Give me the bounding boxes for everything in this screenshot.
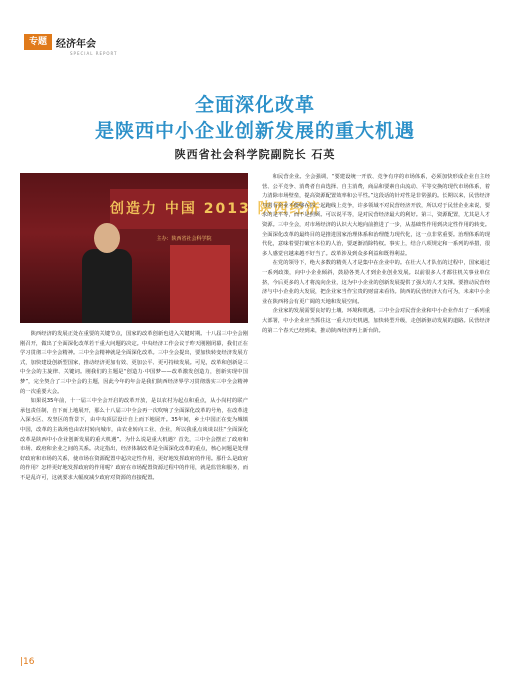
- speaker-head: [94, 223, 120, 253]
- page-number-marker: |: [20, 657, 24, 667]
- podium: [170, 245, 230, 323]
- article-title-line2: 是陕西中小企业创新发展的重大机遇: [94, 120, 415, 142]
- paragraph: 企业家的发展需要良好的土壤、环境和机遇。三中全会对民营企业和中小企业作出了一系列重大部署，中小企业应当抓住这一重大历史机遇，加快转型升级，走创新驱动发展的道路。民营经济的第二个春天已经到来，推动陕西经济再上新台阶。: [262, 308, 490, 334]
- paragraph: 陕西经济的发展正处在重要的关键节点，国家的改革创新也进入关键时期。十八届三中全会刚刚召开，做出了全面深化改革若干重大问题的决定。中央经济工作会议于昨天刚刚闭幕，我们正在学习贯彻三中全会精神。三中全会精神就是全面深化改革。三中全会提出，要加快转变经济发展方式，加快建设创新型国家，推动经济更加有效、更加公平、更可持续发展。可见，改革和创新是三中全会的主旋律、关键词。刚我们的主题是“创造力·中国梦——改革激发创造力，创新实现中国梦”，完全契合了三中全会的主题，因此今年的年会是我们陕西经济界学习贯彻落实三中全会精神的一次重要大会。: [20, 331, 248, 395]
- column-name: 经济年会: [56, 38, 97, 50]
- body-column-left: [20, 330, 248, 650]
- body-column-right: [262, 173, 490, 650]
- paragraph: 在党的领导下，绝大多数的精英人才是集中在企业中的。在壮大人才队伍的过程中，国家通过一系列政策，向中小企业倾斜，鼓励各类人才到企业创业发展。以前很多人才都往机关事业单位挤，今后更多的人才将流向企业，这为中小企业的创新发展提供了强大的人才支撑。要推动民营经济与中小企业的大发展，把企业家当作宝贵的财富来看待。陕西的民营经济大有可为，未来中小企业在陕西将会有更广阔的天地和发展空间。: [262, 260, 490, 305]
- article-author: 陕西省社会科学院副院长 石英: [174, 148, 336, 161]
- article-title-line1: 全面深化改革: [194, 94, 315, 116]
- section-tag: 专题: [24, 34, 52, 50]
- photo-banner-sub: 主办：陕西省社会科学院: [120, 229, 248, 249]
- section-header: [24, 34, 96, 50]
- speaker-photo: [20, 173, 322, 323]
- speaker-figure: [82, 223, 132, 323]
- page-number-value: 16: [23, 657, 35, 667]
- paragraph: 如果说35年前，十一届三中全会开启的改革开放，是以农村为起点和重点，从小岗村的联产承包责任制，自下而上地展开，那么十八届三中全会再一次吹响了全面深化改革的号角，在改革进入深水区、攻坚区的背景下，由中央顶层设计自上而下地展开。35年间，乡土中国正在变为城镇中国，改革的主战场也由农村转向城市，由农业转向工业、企业，所以我重点谈谈以往“全面深化改革是陕西中小企业创新发展的重大机遇”。为什么说是重大机遇？首先，三中全会摆正了政府和市场、政府和企业之间的关系。决定指出，经济体制改革是全面深化改革的重点，核心问题是处理好政府和市场的关系，使市场在资源配置中起决定性作用，更好地发挥政府的作用。那什么是政府的作用？怎样更好地发挥政府的作用呢？政府在市场配置资源过程中的作用，就是监管和服务，而不是乱许可，这就要求大幅度减少政府对资源的直接配置。: [20, 398, 248, 481]
- photo-banner: 创造力 中国 2013 陕西经济: [110, 189, 248, 229]
- page-number: [20, 657, 35, 667]
- paragraph: 和民营企业。全会强调，“要建设统一开放、竞争有序的市场体系，必须加快形成企业自主经营、公平竞争、消费者自由选择、自主消费，商品和要素自由流动、平等交换的现代市场体系，着力清除市场壁垒，提高资源配置效率和公平性。”这段话的针对性是非常强的。长期以来，民营经济与国有企业不能够在同一起跑线上竞争，许多领域不对民营经济开放，所以对于民营企业来说，要求的是平等，而不是照顾。可以说平等，是对民营经济最大的利好。第三，资源配置，尤其是人才资源。三中全会，对市场经济的认识大大地向前推进了一步，从基础性作用到决定性作用的转变。全面深化改革的最终目的是推进国家治理体系和治理能力现代化，这一点非常重要。治理体系的现代化，意味着要打破官本位的人治，要逐渐消除特权。事实上，结合八项规定和一系列的举措，很多人感觉官越来越不好当了。改革涉及到众多利益和既得利益。: [262, 174, 490, 257]
- speaker-body: [82, 249, 132, 323]
- column-subtitle: SPECIAL REPORT: [70, 51, 118, 56]
